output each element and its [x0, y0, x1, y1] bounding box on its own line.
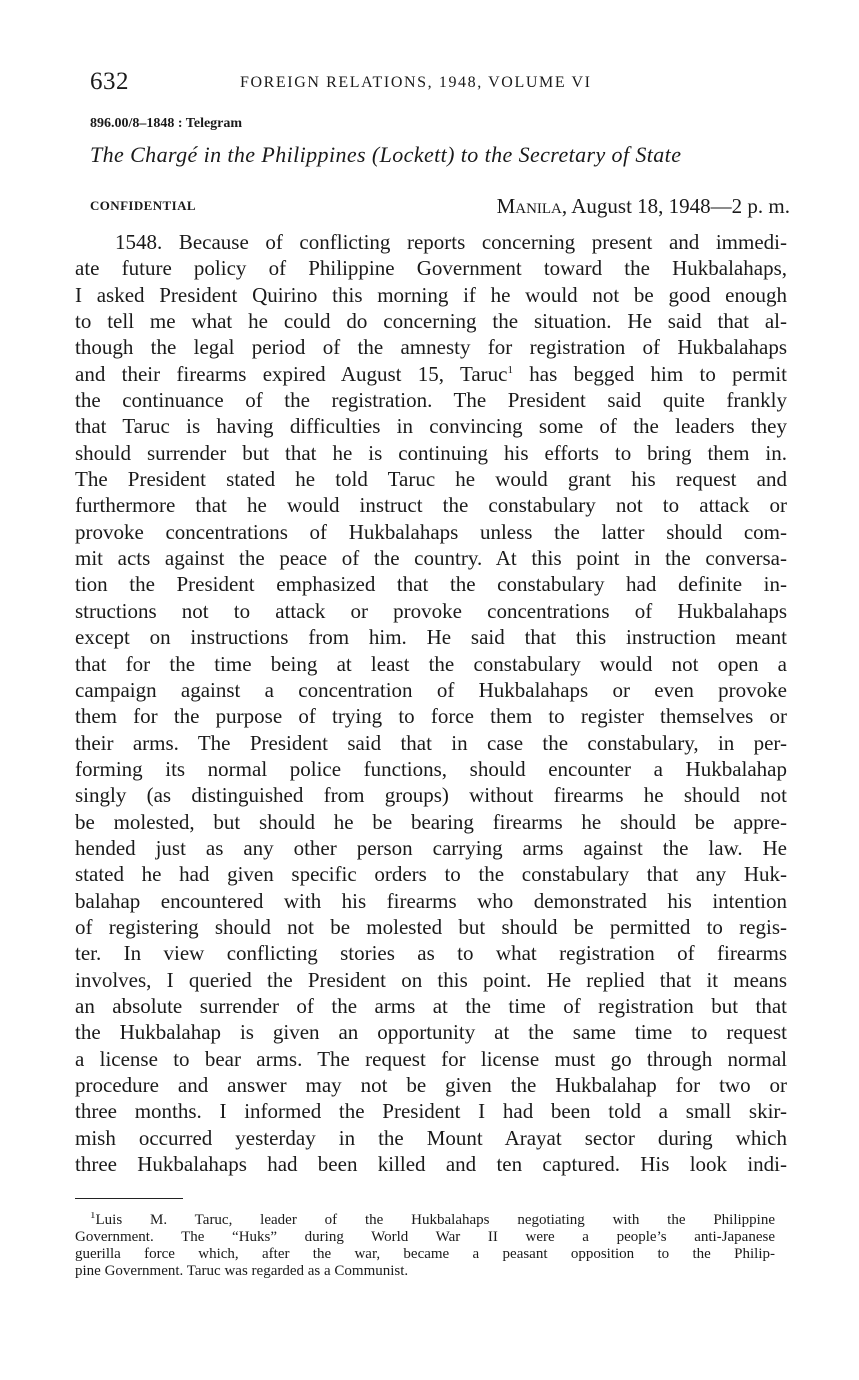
- body-line: be molested, but should he be bearing firearms he should be appre-: [75, 809, 787, 834]
- body-line: forming its normal police functions, should encounter a Hukbalahap: [75, 756, 787, 781]
- body-line: the Hukbalahap is given an opportunity at the same time to request: [75, 1020, 787, 1045]
- body-line: ate future policy of Philippine Government toward the Hukbalahaps,: [75, 256, 787, 281]
- page-header: [90, 68, 790, 98]
- footnote-line: pine Government. Taruc was regarded as a Communist.: [75, 1263, 409, 1279]
- body-line: 1548. Because of conflicting reports concerning present and immedi-: [115, 230, 787, 254]
- footnote-line-text: Luis M. Taruc, leader of the Hukbalahaps negotiating with the Philippine: [95, 1212, 775, 1228]
- body-line: furthermore that he would instruct the constabulary not to attack or: [75, 493, 787, 518]
- body-line: ter. In view conflicting stories as to what registration of firearms: [75, 941, 787, 966]
- body-line: mit acts against the peace of the country. At this point in the conversa-: [75, 546, 787, 571]
- dateline-date: , August 18, 1948—2 p. m.: [561, 194, 790, 218]
- footnote-line: [75, 1212, 775, 1229]
- body-line: except on instructions from him. He said that this instruction meant: [75, 625, 787, 650]
- body-line: The President stated he told Taruc he would grant his request and: [75, 467, 787, 492]
- body-line: to tell me what he could do concerning the situation. He said that al-: [75, 309, 787, 334]
- body-line: an absolute surrender of the arms at the time of registration but that: [75, 993, 787, 1018]
- classification-label: CONFIDENTIAL: [90, 198, 196, 213]
- body-line: I asked President Quirino this morning if he would not be good enough: [75, 282, 787, 307]
- footnote-reference[interactable]: 1: [507, 363, 513, 376]
- body-line: stated he had given specific orders to the constabulary that any Huk-: [75, 862, 787, 887]
- telegram-body: [75, 229, 787, 1177]
- body-line: the continuance of the registration. The President said quite frankly: [75, 388, 787, 413]
- dateline-place: Manila: [496, 194, 562, 218]
- body-line: tion the President emphasized that the constabulary had definite in-: [75, 572, 787, 597]
- page-number: 632: [90, 68, 129, 95]
- body-line: should surrender but that he is continuing his efforts to bring them in.: [75, 440, 787, 465]
- document-reference: 896.00/8–1848 : Telegram: [90, 116, 243, 131]
- body-line: procedure and answer may not be given the Hukbalahap for two or: [75, 1073, 787, 1097]
- document-title: The Chargé in the Philippines (Lockett) to the Secretary of State: [90, 142, 682, 167]
- footnote: [75, 1212, 775, 1280]
- body-line: their arms. The President said that in case the constabulary, in per-: [75, 730, 787, 755]
- body-line: them for the purpose of trying to force them to register themselves or: [75, 704, 787, 729]
- body-line: mish occurred yesterday in the Mount Arayat sector during which: [75, 1125, 787, 1150]
- body-line: involves, I queried the President on this point. He replied that it means: [75, 967, 787, 992]
- body-line: three months. I informed the President I had been told a small skir-: [75, 1099, 787, 1124]
- body-line: structions not to attack or provoke concentrations of Hukbalahaps: [75, 598, 787, 623]
- body-line: campaign against a concentration of Hukbalahaps or even provoke: [75, 677, 787, 702]
- body-line: that Taruc is having difficulties in convincing some of the leaders they: [75, 414, 787, 439]
- body-line: a license to bear arms. The request for license must go through normal: [75, 1046, 787, 1071]
- dateline: [497, 194, 790, 219]
- body-line-part: and their firearms expired August 15, Taruc: [75, 361, 508, 386]
- body-line-part: has begged him to permit: [512, 361, 787, 386]
- body-line: balahap encountered with his firearms who demonstrated his intention: [75, 888, 787, 913]
- body-line: provoke concentrations of Hukbalahaps unless the latter should com-: [75, 519, 787, 544]
- body-line: three Hukbalahaps had been killed and ten captured. His look indi-: [75, 1152, 787, 1177]
- footnote-line: Government. The “Huks” during World War II were a people’s anti-Japanese: [75, 1229, 775, 1245]
- body-line: hended just as any other person carrying arms against the law. He: [75, 835, 787, 860]
- running-head: FOREIGN RELATIONS, 1948, VOLUME VI: [240, 74, 592, 91]
- body-line-with-footnote-ref: [75, 361, 787, 387]
- body-line: that for the time being at least the constabulary would not open a: [75, 651, 787, 676]
- body-line: singly (as distinguished from groups) without firearms he should not: [75, 783, 787, 808]
- body-line: though the legal period of the amnesty for registration of Hukbalahaps: [75, 335, 787, 360]
- body-line: of registering should not be molested but should be permitted to regis-: [75, 914, 787, 939]
- footnote-marker: 1: [90, 1212, 96, 1221]
- footnote-divider: [75, 1198, 183, 1199]
- footnote-line: guerilla force which, after the war, became a peasant opposition to the Philip-: [75, 1246, 775, 1262]
